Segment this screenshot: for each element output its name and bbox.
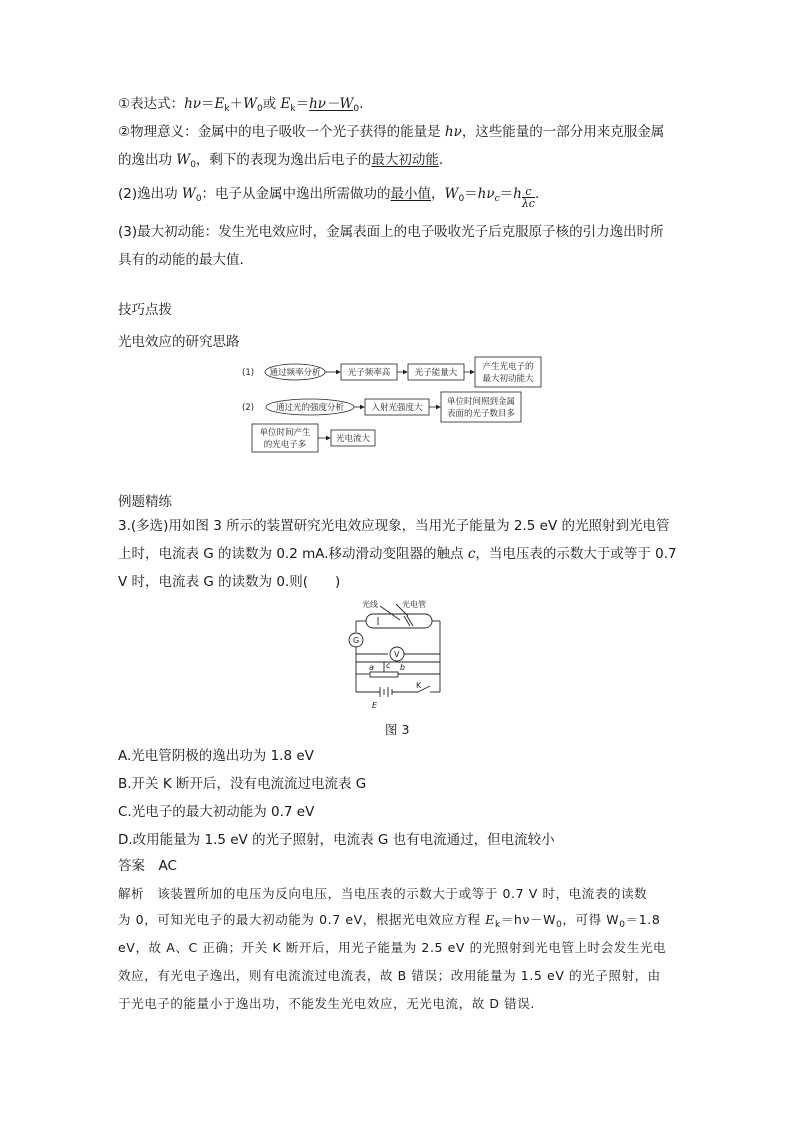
svg-text:b: b bbox=[400, 663, 406, 672]
row1-box-2-text: 光子能量大 bbox=[414, 368, 458, 378]
row2-oval-text: 通过光的强度分析 bbox=[275, 403, 345, 413]
row2-box-1-text: 入射光强度大 bbox=[371, 403, 423, 413]
example-heading: 例题精练 bbox=[118, 494, 172, 510]
analysis-line-5: 于光电子的能量小于逸出功，不能发生光电效应，无光电流，故 D 错误. bbox=[118, 996, 535, 1011]
equation-line: ①表达式：$h\nu=E_k+W_0$或 $E_k=h\nu-W_0$. bbox=[118, 96, 364, 114]
row1-box-3-text-1: 产生光电子的 bbox=[482, 362, 534, 372]
rheostat bbox=[370, 672, 398, 677]
figure-caption: 图 3 bbox=[385, 722, 410, 737]
svg-text:光线: 光线 bbox=[362, 600, 378, 609]
option-d: D.改用能量为 1.5 eV 的光子照射，电流表 G 也有电流通过，但电流较小 bbox=[118, 832, 555, 848]
photocell-tube bbox=[366, 614, 432, 628]
light-ray bbox=[380, 606, 400, 620]
row1-oval-text: 通过频率分析 bbox=[269, 368, 321, 378]
option-c: C.光电子的最大初动能为 0.7 eV bbox=[118, 804, 315, 820]
row1-label: (1) bbox=[242, 368, 255, 378]
row2-label: (2) bbox=[242, 403, 255, 413]
max-kinetic-line-1: (3)最大初动能：发生光电效应时，金属表面上的电子吸收光子后克服原子核的引力逸出时所 bbox=[118, 224, 664, 240]
physical-meaning-line-1: ②物理意义：金属中的电子吸收一个光子获得的能量是 hν，这些能量的一部分用来克服金属 bbox=[118, 124, 665, 140]
circuit-figure bbox=[340, 596, 450, 712]
svg-text:V: V bbox=[394, 650, 400, 659]
analysis-line-1: 解析 该装置所加的电压为反向电压，当电压表的示数大于或等于 0.7 V 时，电流表的读数 bbox=[118, 886, 648, 901]
question-line-3: V 时，电流表 G 的读数为 0.则( ) bbox=[118, 574, 341, 590]
row1-box-1-text: 光子频率高 bbox=[347, 368, 391, 378]
row2-box-2-text-1: 单位时间照到金属 bbox=[446, 397, 516, 407]
svg-text:K: K bbox=[416, 681, 422, 690]
svg-text:光电管: 光电管 bbox=[402, 600, 426, 609]
analysis-line-4: 效应，有光电子逸出，则有电流流过电流表，故 B 错误；改用能量为 1.5 eV 的光子照射，由 bbox=[118, 968, 661, 983]
row1-box-3-text-2: 最大初动能大 bbox=[482, 374, 534, 384]
svg-text:a: a bbox=[369, 663, 374, 672]
option-b: B.开关 K 断开后，没有电流流过电流表 G bbox=[118, 776, 367, 792]
question-line-1: 3.(多选)用如图 3 所示的装置研究光电效应现象，当用光子能量为 2.5 eV 的光照射到光电管 bbox=[118, 518, 670, 534]
tips-subheading: 光电效应的研究思路 bbox=[118, 334, 240, 350]
option-a: A.光电管阴极的逸出功为 1.8 eV bbox=[118, 748, 314, 764]
svg-text:E: E bbox=[372, 701, 378, 710]
analysis-line-3: eV，故 A、C 正确；开关 K 断开后，用光子能量为 2.5 eV 的光照射到光电管上时会发生光电 bbox=[118, 940, 667, 955]
analysis-line-2: 为 0，可知光电子的最大初动能为 0.7 eV，根据光电效应方程 $E_k=h\nu-W_0$，可得 $W_0=1.8$ bbox=[118, 912, 661, 930]
svg-text:c: c bbox=[386, 661, 391, 670]
research-flow-diagram bbox=[240, 352, 560, 454]
work-function-line: (2)逸出功 $W_0$：电子从金属中逸出所需做功的最小值，$W_0=h\nu_c=h$ $\frac{c}{\lambda c}$ . bbox=[118, 185, 540, 210]
tips-heading: 技巧点拨 bbox=[118, 302, 172, 318]
max-kinetic-line-2: 具有的动能的最大值. bbox=[118, 252, 244, 268]
svg-text:G: G bbox=[353, 636, 360, 645]
answer: 答案 AC bbox=[118, 858, 177, 874]
physical-meaning-line-2: 的逸出功 $W_0$，剩下的表现为逸出后电子的最大初动能. bbox=[118, 152, 444, 170]
row3-box-1-text-1: 单位时间产生 bbox=[259, 428, 311, 438]
fraction-c-over-lambda: $\frac{c}{\lambda c}$ bbox=[521, 185, 535, 210]
row2-box-2-text-2: 表面的光子数目多 bbox=[446, 409, 516, 419]
row3-box-1-text-2: 的光电子多 bbox=[263, 440, 307, 450]
row3-box-2-text: 光电流大 bbox=[335, 434, 371, 444]
question-line-2: 上时，电流表 G 的读数为 0.2 mA.移动滑动变阻器的触点 c，当电压表的示数大于或等于 0.7 bbox=[118, 546, 677, 562]
